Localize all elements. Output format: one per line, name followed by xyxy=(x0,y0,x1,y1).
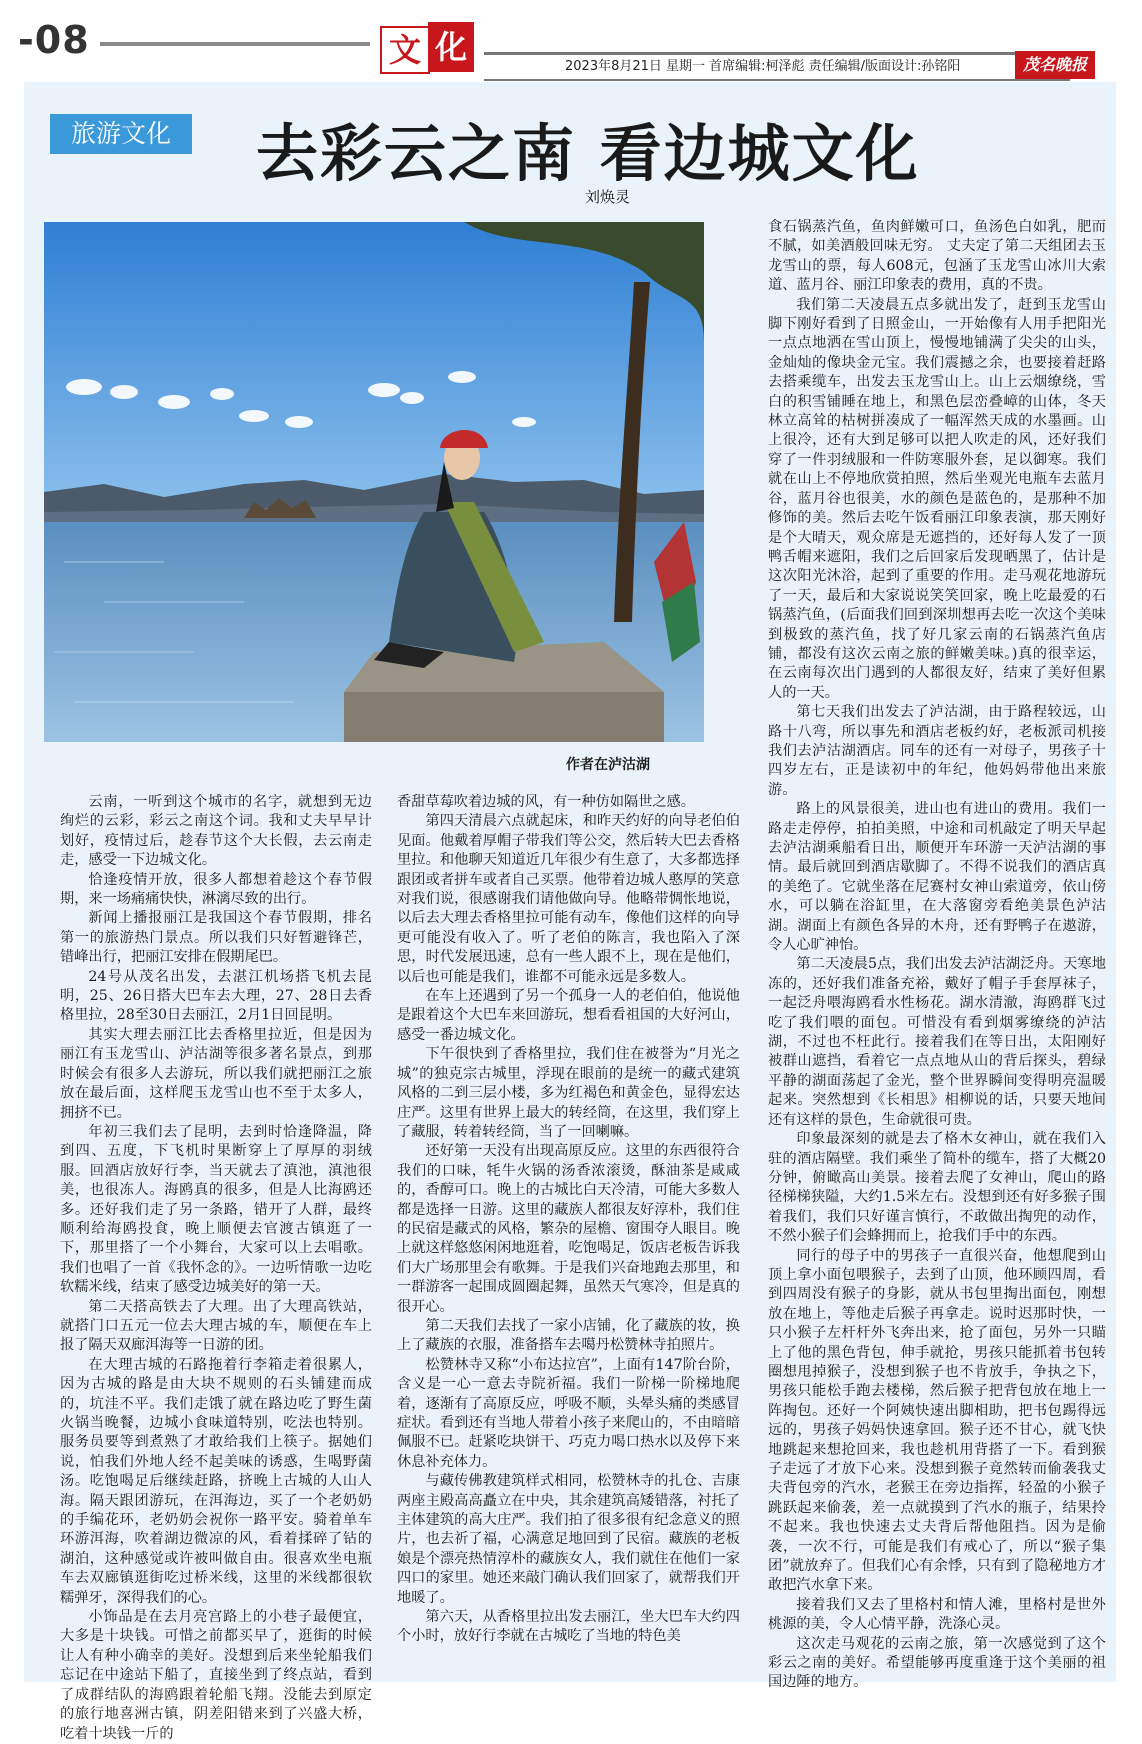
author-byline: 刘焕灵 xyxy=(585,188,631,206)
photo-caption: 作者在泸沽湖 xyxy=(566,757,650,773)
paragraph: 在车上还遇到了另一个孤身一人的老伯伯，他说他是跟着这个大巴车来回游玩，想看看祖国的大好河山，感受一番边城文化。 xyxy=(397,988,740,1043)
paragraph: 在大理古城的石路拖着行李箱走着很累人，因为古城的路是由大块不规则的石头铺建而成的，坑洼不平。我们走饿了就在路边吃了野生菌火锅当晚餐，边城小食味道特别，吃法也特别。服务员要等到煮熟了才敢给我们上筷子。据她们说，怕我们外地人经不起美味的诱惑，生喝野菌汤。吃饱喝足后继续赶路，挤晚上古城的人山人海。隔天跟团游玩，在洱海边，买了一个老奶奶的手编花环，老奶奶会祝你一路平安。骑着单车环游洱海，吹着湖边微凉的风，看着揉碎了钻的湖泊，这种感觉或许被叫做自由。很喜欢坐电瓶车去双廊镇逛街吃过桥米线，这里的米线都很软糯弹牙，深得我们的心。 xyxy=(60,1356,372,1606)
paragraph: 接着我们又去了里格村和情人滩，里格村是世外桃源的美，令人心情平静，洗涤心灵。 xyxy=(768,1596,1106,1633)
paragraph: 云南，一听到这个城市的名字，就想到无边绚烂的云彩，彩云之南这个词。我和丈夫早早计划好，疫情过后，趁春节这个大长假，去云南走走，感受一下边城文化。 xyxy=(60,794,372,869)
section-badge-left: 文 xyxy=(380,26,430,74)
section-badge xyxy=(380,22,476,74)
article-column-2 xyxy=(397,793,740,1673)
paragraph: 第二天我们去找了一家小店铺，化了藏族的妆，换上了藏族的衣服，准备搭车去噶丹松赞林寺拍照片。 xyxy=(397,1317,740,1354)
article-column-3 xyxy=(768,218,1106,1691)
paragraph: 第二天凌晨5点，我们出发去泸沽湖泛舟。天寒地冻的，还好我们准备充裕，戴好了帽子手套厚袜子，一起泛舟喂海鸥看水性杨花。湖水清澈，海鸥群飞过吃了我们喂的面包。可惜没有看到烟雾缭绕的泸沽湖，不过也不枉此行。接着我们在等日出，太阳刚好被群山遮挡，看着它一点点地从山的背后探头，碧绿平静的湖面荡起了金光，整个世界瞬间变得明亮温暖起来。突然想到《长相思》相柳说的话，只要天地间还有这样的景色，生命就很可贵。 xyxy=(768,956,1106,1128)
paragraph: 同行的母子中的男孩子一直很兴奋，他想爬到山顶上拿小面包喂猴子，去到了山顶，他环顾四周，看到四周没有猴子的身影，就从书包里掏出面包，刚想放在地上，等他走后猴子再拿走。说时迟那时快，一只小猴子左杆杆外飞奔出来，抢了面包，另外一只瞄上了他的黑色背包，伸手就抢，男孩只能抓着书包转圈想甩掉猴子，没想到猴子也不肯放手，争执之下，男孩只能松手跑去楼梯，然后猴子把背包放在地上一阵掏包。还好一个阿姨快速出脚相助，把书包踢得远远的，男孩子妈妈快速拿回。猴子还不甘心，就飞快地跳起来想抢回来，我也趁机用背搭了一下。看到猴子走远了才放下心来。没想到猴子竟然转而偷袭我丈夫背包旁的汽水，老猴王在旁边指挥，轻盈的小猴子跳跃起来偷袭，差一点就摸到了汽水的瓶子，结果拎不起来。我也快速去丈夫背后帮他阻挡。因为是偷袭，一次不行，可能是我们有戒心了，所以“猴子集团”就放弃了。但我们心有余悸，只有到了隐秘地方才敢把汽水拿下来。 xyxy=(768,1247,1106,1594)
lake-photo-illustration xyxy=(44,222,704,742)
article-title: 去彩云之南 看边城文化 xyxy=(256,117,920,190)
paragraph: 24号从茂名出发，去湛江机场搭飞机去昆明，25、26日搭大巴车去大理，27、28日去香格里拉，28至30日去丽江，2月1日回昆明。 xyxy=(60,968,372,1024)
article-photo xyxy=(44,222,704,742)
header-meta: 2023年8月21日 星期一 首席编辑:柯泽彪 责任编辑/版面设计:孙铭阳 xyxy=(565,59,961,74)
article-column-1 xyxy=(60,793,372,1742)
section-badge-right: 化 xyxy=(428,22,474,72)
paragraph: 年初三我们去了昆明，去到时恰逢降温，降到四、五度，下飞机时果断穿上了厚厚的羽绒服。回酒店放好行李，当天就去了滇池，滇池很美，也很冻人。海鸥真的很多，但是人比海鸥还多。还好我们走了另一条路，错开了人群，最终顺利给海鸥投食，晚上顺便去官渡古镇逛了一下，那里搭了一个小舞台，大家可以上去唱歌。我们也唱了一首《我怀念的》。一边听情歌一边吃软糯米线，结束了感受边城美好的第一天。 xyxy=(60,1123,372,1296)
paragraph: 还好第一天没有出现高原反应。这里的东西很符合我们的口味，牦牛火锅的汤香浓滚烫，酥油茶是咸咸的，香醇可口。晚上的古城比白天冷清，可能大多数人都是选择一日游。这里的藏族人都很友好淳朴，我们住的民宿是藏式的风格，繁杂的屋檐、窗围夺人眼目。晚上就这样悠悠闲闲地逛着，吃饱喝足，饭店老板告诉我们大广场那里会有歌舞。于是我们兴奋地跑去那里，和一群游客一起围成圆圈起舞，虽然天气寒冷，但是真的很开心。 xyxy=(397,1143,740,1315)
header-rule xyxy=(100,42,370,46)
paragraph: 我们第二天凌晨五点多就出发了，赶到玉龙雪山脚下刚好看到了日照金山，一开始像有人用手把阳光一点点地洒在雪山顶上，慢慢地铺满了尖尖的山头，金灿灿的像块金元宝。我们震撼之余，也要接着赶路去搭乘缆车，出发去玉龙雪山上。山上云烟缭绕，雪白的积雪铺睡在地上，和黑色层峦叠嶂的山体，冬天林立高耸的枯树拼凑成了一幅浑然天成的水墨画。山上很冷，还有大到足够可以把人吹走的风，还好我们穿了一件羽绒服和一件防寒服外套，足以御寒。我们就在山上不停地欣赏拍照，然后坐观光电瓶车去蓝月谷，蓝月谷也很美，水的颜色是蓝色的，是那种不加修饰的美。然后去吃午饭看丽江印象表演，那天刚好是个大晴天，观众席是无遮挡的，还好每人发了一顶鸭舌帽来遮阳，我们之后回家后发现晒黑了，估计是这次阳光沐浴，起到了重要的作用。走马观花地游玩了一天，最后和大家说说笑笑回家，晚上吃最爱的石锅蒸汽鱼，(后面我们回到深圳想再去吃一次这个美味到极致的蒸汽鱼，找了好几家云南的石锅蒸汽鱼店铺，都没有这次云南之旅的鲜嫩美味。)真的很幸运，在云南每次出门遇到的人都很友好，结束了美好但累人的一天。 xyxy=(768,296,1106,701)
paragraph: 路上的风景很美，进山也有进山的费用。我们一路走走停停，拍拍美照，中途和司机敲定了明天早起去泸沽湖乘船看日出，顺便开车环游一天泸沽湖的事情。最后就回到酒店歇脚了。不得不说我们的酒店真的美绝了。它就坐落在尼赛村女神山索道旁，依山傍水，可以躺在浴缸里，在大落窗旁看绝美景色泸沽湖。湖面上有颜色各异的木舟，还有野鸭子在遨游，令人心旷神怡。 xyxy=(768,801,1106,954)
page-number: -08 xyxy=(18,18,90,62)
paragraph: 恰逢疫情开放，很多人都想着趁这个春节假期，来一场痛痛快快，淋漓尽致的出行。 xyxy=(60,871,372,908)
paragraph: 松赞林寺又称“小布达拉宫”，上面有147阶台阶，含义是一心一意去寺院祈福。我们一阶梯一阶梯地爬着，逐渐有了高原反应，呼吸不顺，头晕头痛的类感冒症状。看到还有当地人带着小孩子来爬山的，不由暗暗佩服不已。赶紧吃块饼干、巧克力喝口热水以及停下来休息补充体力。 xyxy=(397,1356,740,1470)
paragraph: 其实大理去丽江比去香格里拉近，但是因为丽江有玉龙雪山、泸沽湖等很多著名景点，到那时候会有很多人去游玩，所以我们就把丽江之旅放在最后面，这样爬玉龙雪山也不至于太多人，拥挤不已。 xyxy=(60,1026,372,1121)
paragraph: 第六天，从香格里拉出发去丽江，坐大巴车大约四个小时，放好行李就在古城吃了当地的特色美 xyxy=(397,1609,740,1645)
paragraph: 下午很快到了香格里拉，我们住在被誉为“月光之城”的独克宗古城里，浮现在眼前的是统一的藏式建筑风格的二到三层小楼，多为红褐色和黄金色，显得宏达庄严。这里有世界上最大的转经筒，在这里，我们穿上了藏服，转着转经筒，当了一回喇嘛。 xyxy=(397,1046,740,1140)
paragraph: 小饰品是在去月亮宫路上的小巷子最便宜，大多是十块钱。可惜之前都买早了，逛街的时候让人有种小确幸的美好。没想到后来坐轮船我们忘记在中途站下船了，直接坐到了终点站，看到了成群结队的海鸥跟着轮船飞翔。没能去到原定的旅行地喜洲古镇，阴差阳错来到了兴盛大桥，吃着十块钱一斤的 xyxy=(60,1609,372,1742)
paragraph: 食石锅蒸汽鱼，鱼肉鲜嫩可口，鱼汤色白如乳，肥而不腻，如美酒般回味无穷。 丈夫定了第二天组团去玉龙雪山的票，每人608元，包涵了玉龙雪山冰川大索道、蓝月谷、丽江印象表的费用，真的不贵。 xyxy=(768,219,1106,294)
column-tag: 旅游文化 xyxy=(50,114,192,154)
paragraph: 香甜草莓吹着边城的风，有一种仿如隔世之感。 xyxy=(397,794,695,810)
paragraph: 与藏传佛教建筑样式相同，松赞林寺的扎仓、吉康两座主殿高高矗立在中央，其余建筑高矮错落，衬托了主体建筑的高大庄严。我们拍了很多很有纪念意义的照片，也去祈了福，心满意足地回到了民宿。藏族的老板娘是个漂亮热情淳朴的藏族女人，我们就住在他们一家四口的家里。她还来敲门确认我们回家了，就帮我们开地暖了。 xyxy=(397,1473,740,1606)
paragraph: 新闻上播报丽江是我国这个春节假期，排名第一的旅游热门景点。所以我们只好暂避锋芒，错峰出行，把丽江安排在假期尾巴。 xyxy=(60,910,372,966)
newspaper-masthead: 茂名晚报 xyxy=(1015,51,1095,79)
paragraph: 第七天我们出发去了泸沽湖，由于路程较远，山路十八弯，所以事先和酒店老板约好，老板派司机接我们去泸沽湖酒店。同车的还有一对母子，男孩子十四岁左右，正是读初中的年纪，他妈妈带他出来旅游。 xyxy=(768,704,1106,798)
paragraph: 这次走马观花的云南之旅，第一次感觉到了这个彩云之南的美好。希望能够再度重逢于这个美丽的祖国边陲的地方。 xyxy=(768,1635,1106,1691)
paragraph: 第二天搭高铁去了大理。出了大理高铁站，就搭门口五元一位去大理古城的车，顺便在车上报了隔天双廊洱海等一日游的团。 xyxy=(60,1298,372,1354)
paragraph: 印象最深刻的就是去了格木女神山，就在我们入驻的酒店隔壁。我们乘坐了简朴的缆车，搭了大概20分钟，俯瞰高山美景。接着去爬了女神山，爬山的路径梯梯狭隘，大约1.5米左右。没想到还有好多猴子围着我们，我们只好谨言慎行，不敢做出掏兜的动作，不然小猴子们会蜂拥而上，抢我们手中的东西。 xyxy=(768,1131,1106,1245)
paragraph: 第四天清晨六点就起床，和昨天约好的向导老伯伯见面。他戴着厚帽子带我们等公交，然后转大巴去香格里拉。和他聊天知道近几年很少有生意了，大多都选择跟团或者拼车或者自己买票。他带着边城人憨厚的笑意对我们说，很感谢我们请他做向导。他略带惆怅地说，以后去大理去香格里拉可能有动车，像他们这样的向导更可能没有收入了。听了老伯的陈言，我也陷入了深思，时代发展迅速，总有一些人跟不上，现在是他们，以后也可能是我们，谁都不可能永远是多数人。 xyxy=(397,813,740,985)
